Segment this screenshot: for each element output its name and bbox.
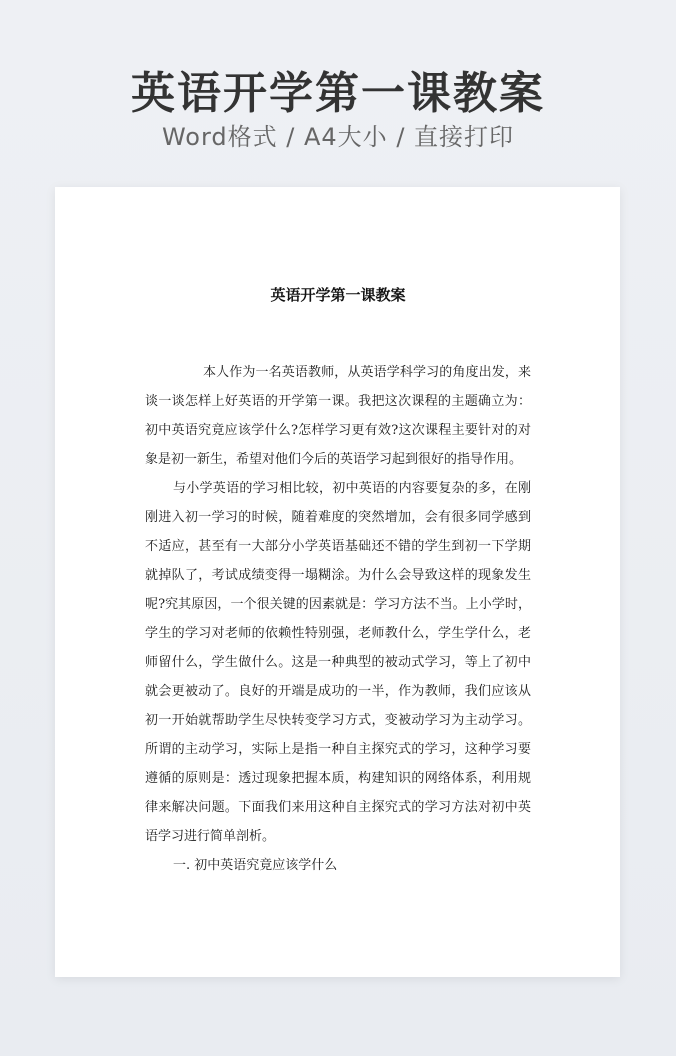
document-title: 英语开学第一课教案 [270, 286, 406, 304]
document-paragraph-comparison: 与小学英语的学习相比较，初中英语的内容要复杂的多，在刚刚进入初一学习的时候，随着难度的突然增加，会有很多同学感到不适应，甚至有一大部分小学英语基础还不错的学生到初一下学期就掉队了，考试成绩变得一塌糊涂。为什么会导致这样的现象发生呢?究其原因，一个很关键的因素就是：学习方法不当。上小学时，学生的学习对老师的依赖性特别强，老师教什么，学生学什么，老师留什么，学生做什么。这是一种典型的被动式学习，等上了初中就会更被动了。良好的开端是成功的一半，作为教师，我们应该从初一开始就帮助学生尽快转变学习方式，变被动学习为主动学习。所谓的主动学习，实际上是指一种自主探究式的学习，这种学习要遵循的原则是：透过现象把握本质，构建知识的网络体系，利用规律来解决问题。下面我们来用这种自主探究式的学习方法对初中英语学习进行简单剖析。 [145, 481, 531, 844]
banner-subtitle: Word格式 / A4大小 / 直接打印 [161, 123, 515, 151]
document-section-heading: 一. 初中英语究竟应该学什么 [173, 858, 338, 873]
document-paragraph-intro: 本人作为一名英语教师，从英语学科学习的角度出发，来谈一谈怎样上好英语的开学第一课。我把这次课程的主题确立为：初中英语究竟应该学什么?怎样学习更有效?这次课程主要针对的对象是初一新生，希望对他们今后的英语学习起到很好的指导作用。 [145, 365, 531, 467]
document-body [145, 358, 531, 880]
banner-title: 英语开学第一课教案 [131, 68, 545, 119]
